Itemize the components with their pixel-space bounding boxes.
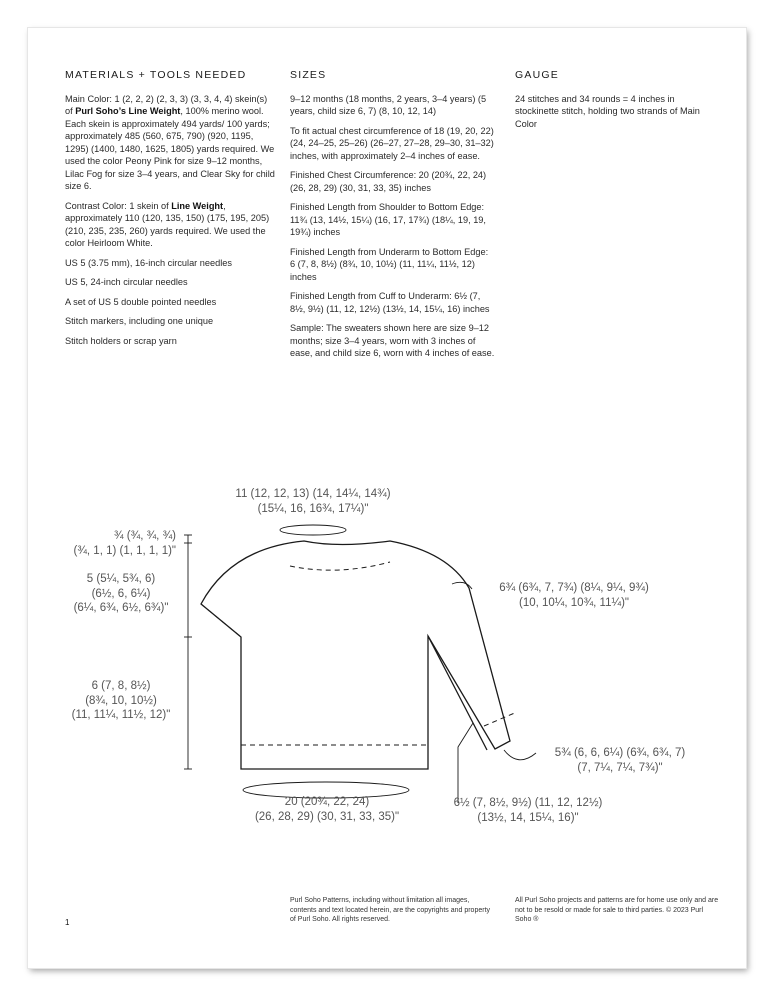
neckband-label-line2: (¾, 1, 1) (1, 1, 1, 1)" [73,544,176,557]
materials-item: US 5, 24-inch circular needles [65,277,188,287]
body-label-line3: (11, 11¼, 11½, 12)" [71,709,171,721]
cuff-ribbing-line [484,712,517,726]
sleeve-outline [428,636,487,750]
sizes-heading: SIZES [290,69,327,81]
contrast-color-prefix: Contrast Color: 1 skein of [65,200,172,211]
yoke-label-line3: (6¼, 6¾, 6½, 6¾)" [73,602,169,614]
materials-item: US 5 (3.75 mm), 16-inch circular needles [65,257,232,268]
main-color-prefix: Main Color: 1 (2, 2, 2) (2, 3, 3) (3, 3, 4, 4) skein(s) of [65,93,268,116]
yoke-depth-label [56,572,186,616]
cuff-label-line1: 5¾ (6, 6, 6¼) (6¾, 6¾, 7) [554,747,686,759]
sleeve-length-leader [458,723,473,803]
upperarm-label-line1: 6¾ (6¾, 7, 7¾) (8¼, 9¼, 9¾) [499,582,649,594]
upperarm-circumference-label [469,581,679,610]
neck-circumference-label [213,487,413,516]
sizes-paragraph: To fit actual chest circumference of 18 (19, 20, 22) (24, 24–25, 25–26) (26–27, 27–28, 29–30, 31–32) inches, with approximately 2–4 inches of ease. [290,125,494,161]
sizes-paragraph: Sample: The sweaters shown here are size 9–12 months; size 3–4 years, worn with 3 inches of ease, and child size 6, worn with 4 inches of ease. [290,323,495,358]
materials-item: A set of US 5 double pointed needles [65,296,217,307]
chest-label-line1: 20 (20¾, 22, 24) [284,796,370,808]
chest-circumference-label [222,795,432,824]
yoke-label-line1: 5 (5¼, 5¾, 6) [86,573,156,585]
usage-notice: All Purl Soho projects and patterns are for home use only and are not to be resold or made for sale to third parties. © 2023 Purl Soho ® [515,897,719,923]
body-label-line2: (8¾, 10, 10½) [85,694,157,707]
main-color-yarn-link[interactable]: Purl Soho’s Line Weight [75,106,181,116]
copyright-notice: Purl Soho Patterns, including without limitation all images, contents and text located herein, are the copyrights and property of Purl Soho. All rights reserved. [290,897,491,923]
sizes-paragraph: Finished Length from Underarm to Bottom Edge: 6 (7, 8, 8½) (8¾, 10, 10½) (11, 11¼, 11½, 12) inches [290,246,489,282]
materials-heading: MATERIALS + TOOLS NEEDED [65,69,247,81]
sleeve-label-line2: (13½, 14, 15¼, 16)" [477,811,579,824]
materials-item: Stitch holders or scrap yarn [65,335,177,346]
body-length-label [56,679,186,723]
sweater-outline [201,541,510,769]
pattern-page [28,28,746,968]
sleeve-length-label [433,796,623,825]
sizes-paragraph: Finished Chest Circumference: 20 (20¾, 22, 24) (26, 28, 29) (30, 31, 33, 35) inches [290,170,487,193]
body-label-line1: 6 (7, 8, 8½) [91,680,151,692]
gauge-heading: GAUGE [515,69,559,81]
chest-label-line2: (26, 28, 29) (30, 31, 33, 35)" [254,810,400,823]
gauge-text: 24 stitches and 34 rounds = 4 inches in stockinette stitch, holding two strands of Main Color [515,93,700,129]
sizes-paragraph: 9–12 months (18 months, 2 years, 3–4 years) (5 years, child size 6, 7) (8, 10, 12, 14) [290,93,487,116]
yoke-label-line2: (6½, 6, 6¼) [91,587,151,600]
neck-label-line1: 11 (12, 12, 13) (14, 14¼, 14¾) [235,488,391,500]
main-color-suffix: , 100% merino wool. Each skein is approximately 494 yards/ 100 yards; approximately 485 (560, 675, 790) (920, 1195, 1295) (1400, 1480, 1625, 1805) yards required. We used the color Peony Pink for size 9–12 months, Lilac Fog for size 3–4 years, and Clear Sky for child size 6. [65,106,275,191]
upperarm-label-line2: (10, 10¼, 10¾, 11¼)" [519,596,629,609]
materials-item: Stitch markers, including one unique [65,316,214,326]
neck-label-line2: (15¼, 16, 16¾, 17¼)" [257,502,369,515]
sizes-paragraph: Finished Length from Shoulder to Bottom Edge: 11¾ (13, 14½, 15¼) (16, 17, 17¾) (18¼, 19, 19, 19¾) inches [290,202,486,237]
contrast-color-suffix: , approximately 110 (120, 135, 150) (175, 195, 205) (210, 235, 235, 260) yards required. We used the color Heirloom White. [65,200,270,248]
neckband-depth-label [56,529,176,558]
contrast-color-yarn-link[interactable]: Line Weight [171,200,224,211]
neck-measure-ellipse [280,525,346,535]
page-number: 1 [65,918,70,927]
neckband-label-line1: ¾ (¾, ¾, ¾) [114,530,176,542]
cuff-label-line2: (7, 7¼, 7¼, 7¾)" [577,761,663,774]
cuff-circumference-label [525,746,715,775]
sizes-paragraph: Finished Length from Cuff to Underarm: 6½ (7, 8½, 9½) (11, 12, 12½) (13½, 14, 15¼, 16) inches [290,291,490,314]
sleeve-label-line1: 6½ (7, 8½, 9½) (11, 12, 12½) [453,797,603,809]
neckband-line [290,562,390,570]
